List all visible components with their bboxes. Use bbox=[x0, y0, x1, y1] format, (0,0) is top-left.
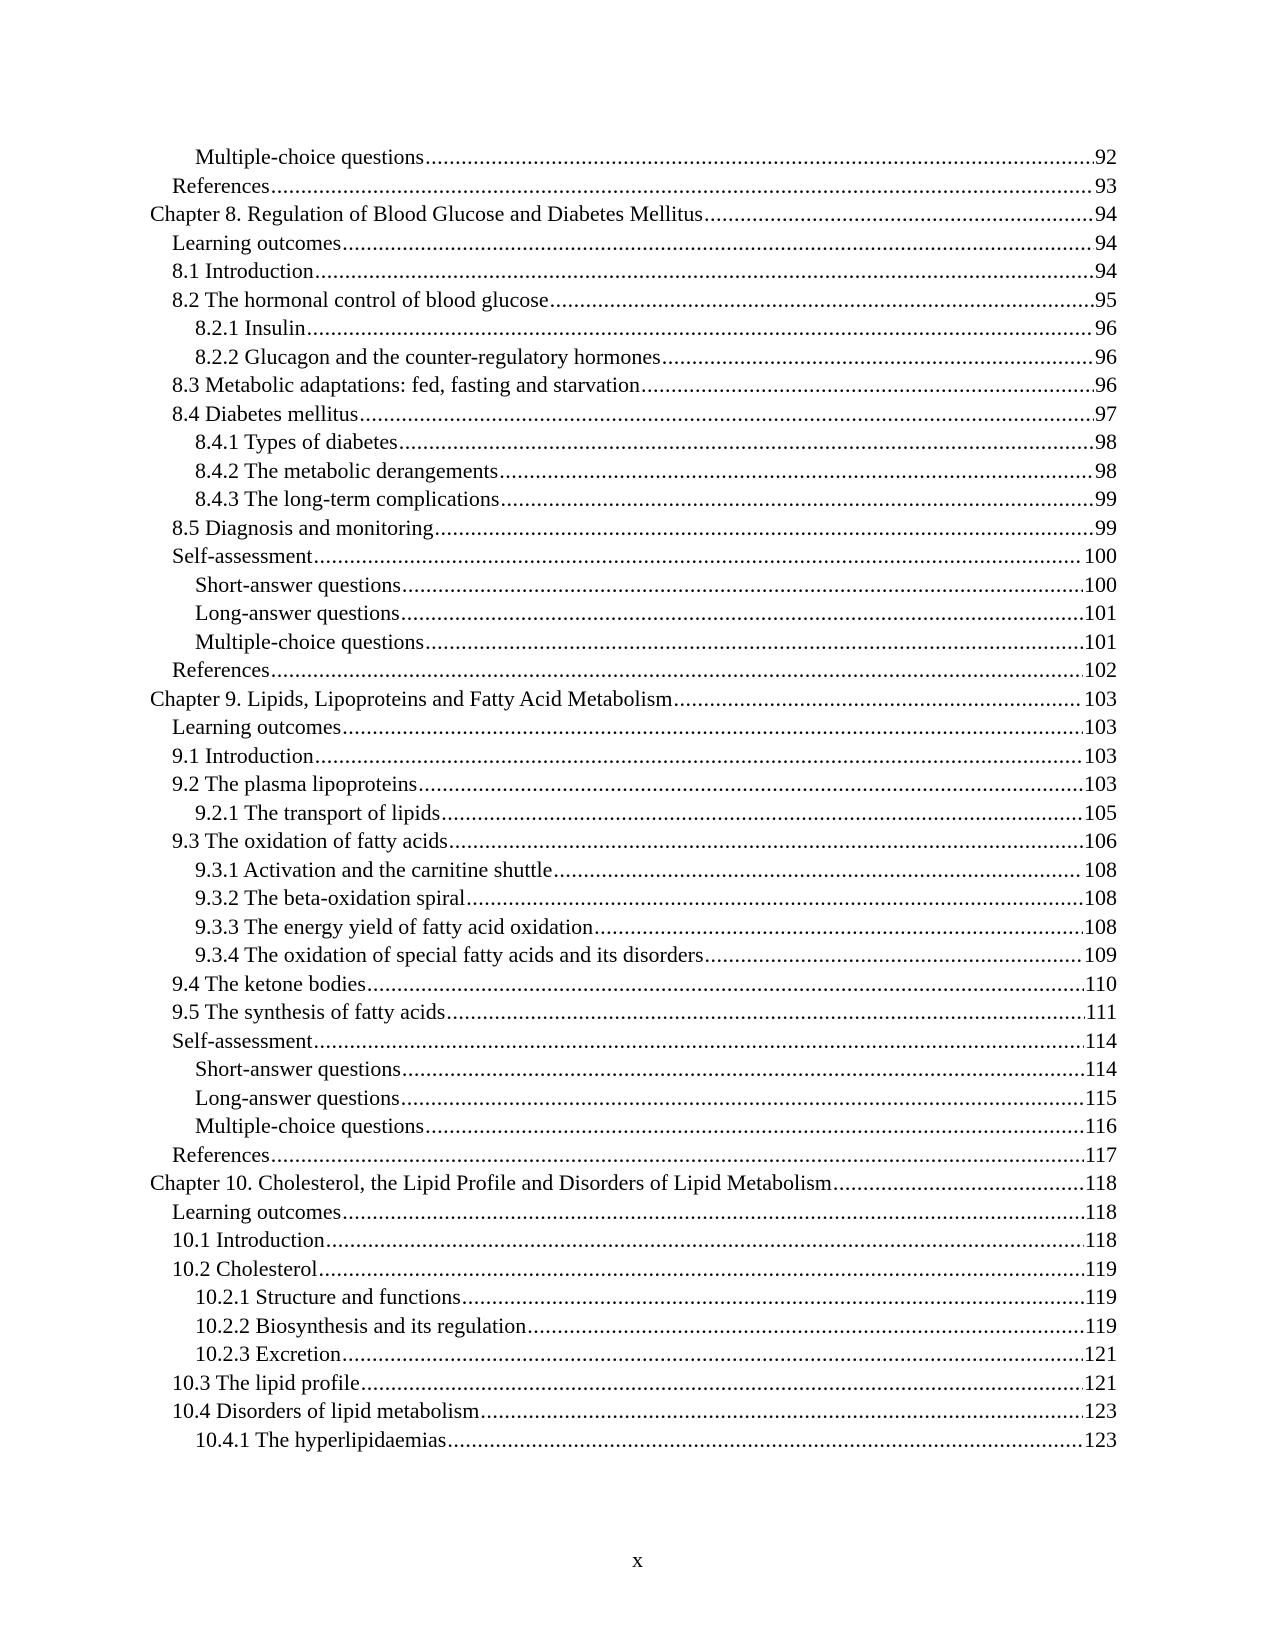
toc-entry-title: 10.2.1 Structure and functions bbox=[195, 1284, 461, 1309]
toc-entry-title: 8.1 Introduction bbox=[172, 258, 314, 283]
toc-entry-page: 94 bbox=[1095, 258, 1117, 283]
toc-entry bbox=[0, 1141, 1275, 1170]
toc-dot-leader bbox=[401, 1084, 1084, 1113]
toc-entry bbox=[0, 1084, 1275, 1113]
toc-entry-title: Chapter 10. Cholesterol, the Lipid Profile and Disorders of Lipid Metabolism bbox=[150, 1170, 832, 1195]
toc-entry bbox=[0, 1369, 1275, 1398]
toc-dot-leader bbox=[446, 998, 1084, 1027]
toc-entry-title: 9.3.4 The oxidation of special fatty acids and its disorders bbox=[195, 942, 704, 967]
toc-dot-leader bbox=[550, 286, 1094, 315]
toc-dot-leader bbox=[402, 1055, 1084, 1084]
toc-entry bbox=[0, 1255, 1275, 1284]
toc-entry-page: 117 bbox=[1084, 1141, 1117, 1167]
toc-entry-page: 118 bbox=[1084, 1170, 1117, 1195]
toc-entry-title: References bbox=[172, 657, 270, 682]
toc-entry-title: 9.2 The plasma lipoproteins bbox=[172, 771, 418, 796]
toc-dot-leader bbox=[527, 1312, 1084, 1341]
toc-entry-page: 109 bbox=[1084, 942, 1117, 967]
toc-entry-page: 123 bbox=[1084, 1426, 1117, 1452]
toc-entry-page: 94 bbox=[1095, 229, 1117, 255]
toc-entry bbox=[0, 1112, 1275, 1141]
toc-entry-page: 98 bbox=[1095, 457, 1117, 483]
toc-entry bbox=[0, 1283, 1275, 1312]
toc-entry-title: 10.2.3 Excretion bbox=[195, 1341, 342, 1366]
page-number: x bbox=[632, 1547, 643, 1572]
toc-entry-title: Short-answer questions bbox=[195, 1056, 401, 1081]
toc-entry-page: 97 bbox=[1095, 400, 1117, 426]
toc-entry-page: 93 bbox=[1095, 172, 1117, 198]
toc-entry-title: 9.3.3 The energy yield of fatty acid oxidation bbox=[195, 913, 594, 939]
toc-entry-title: 9.5 The synthesis of fatty acids bbox=[172, 999, 446, 1024]
toc-dot-leader bbox=[425, 1112, 1084, 1141]
toc-dot-leader bbox=[441, 799, 1083, 828]
toc-dot-leader bbox=[271, 172, 1094, 201]
toc-entry-title: References bbox=[172, 1141, 270, 1167]
toc-entry-page: 119 bbox=[1084, 1312, 1117, 1338]
toc-dot-leader bbox=[359, 400, 1094, 429]
toc-entry-page: 103 bbox=[1084, 685, 1117, 711]
toc-entry-title: Learning outcomes bbox=[172, 1198, 342, 1224]
toc-dot-leader bbox=[466, 884, 1083, 913]
toc-dot-leader bbox=[418, 770, 1083, 799]
toc-dot-leader bbox=[314, 1027, 1084, 1056]
toc-entry-page: 101 bbox=[1084, 600, 1117, 625]
toc-dot-leader bbox=[594, 913, 1083, 942]
toc-dot-leader bbox=[833, 1169, 1084, 1198]
toc-entry bbox=[0, 713, 1275, 742]
toc-dot-leader bbox=[271, 1141, 1084, 1170]
toc-entry-page: 111 bbox=[1085, 999, 1117, 1024]
toc-entry-title: 9.1 Introduction bbox=[172, 742, 314, 768]
toc-entry bbox=[0, 1198, 1275, 1227]
toc-entry-page: 108 bbox=[1084, 856, 1117, 882]
toc-entry-page: 103 bbox=[1084, 714, 1117, 739]
toc-entry bbox=[0, 599, 1275, 628]
toc-entry bbox=[0, 1397, 1275, 1426]
toc-entry bbox=[0, 998, 1275, 1027]
toc-entry-title: 10.2 Cholesterol bbox=[172, 1255, 318, 1281]
toc-entry-title: Multiple-choice questions bbox=[195, 1113, 425, 1138]
toc-dot-leader bbox=[367, 970, 1084, 999]
toc-entry-page: 100 bbox=[1084, 571, 1117, 597]
toc-entry bbox=[0, 172, 1275, 201]
toc-entry-title: References bbox=[172, 172, 270, 198]
toc-entry-title: 8.4.3 The long-term complications bbox=[195, 486, 500, 511]
toc-entry-title: 10.2.2 Biosynthesis and its regulation bbox=[195, 1312, 527, 1338]
toc-entry-page: 96 bbox=[1095, 315, 1117, 340]
toc-entry bbox=[0, 371, 1275, 400]
toc-entry-page: 106 bbox=[1084, 828, 1117, 853]
toc-entry bbox=[0, 770, 1275, 799]
toc-entry bbox=[0, 1426, 1275, 1455]
toc-dot-leader bbox=[342, 229, 1094, 258]
toc-entry-title: 9.3 The oxidation of fatty acids bbox=[172, 828, 448, 853]
toc-entry-page: 108 bbox=[1084, 885, 1117, 910]
toc-entry bbox=[0, 1027, 1275, 1056]
toc-dot-leader bbox=[705, 941, 1083, 970]
toc-entry bbox=[0, 1312, 1275, 1341]
toc-dot-leader bbox=[447, 1426, 1083, 1455]
toc-entry-title: 8.2.1 Insulin bbox=[195, 315, 306, 340]
toc-entry bbox=[0, 286, 1275, 315]
toc-entry-page: 96 bbox=[1095, 343, 1117, 369]
toc-entry bbox=[0, 457, 1275, 486]
toc-entry bbox=[0, 571, 1275, 600]
toc-entry bbox=[0, 485, 1275, 514]
toc-dot-leader bbox=[342, 1340, 1083, 1369]
toc-dot-leader bbox=[342, 713, 1083, 742]
toc-entry-page: 105 bbox=[1084, 799, 1117, 825]
toc-entry-title: 8.2 The hormonal control of blood glucose bbox=[172, 286, 549, 312]
toc-entry bbox=[0, 941, 1275, 970]
toc-entry-page: 95 bbox=[1095, 286, 1117, 312]
toc-entry-page: 116 bbox=[1084, 1113, 1117, 1138]
toc-entry-title: Chapter 9. Lipids, Lipoproteins and Fatty Acid Metabolism bbox=[150, 685, 673, 711]
toc-dot-leader bbox=[499, 457, 1094, 486]
toc-entry-title: 8.2.2 Glucagon and the counter-regulatory hormones bbox=[195, 343, 661, 369]
toc-entry-title: 10.3 The lipid profile bbox=[172, 1369, 360, 1395]
toc-dot-leader bbox=[500, 485, 1094, 514]
toc-dot-leader bbox=[662, 343, 1094, 372]
toc-entry bbox=[0, 1226, 1275, 1255]
toc-entry-page: 96 bbox=[1095, 372, 1117, 397]
toc-entry bbox=[0, 1055, 1275, 1084]
toc-entry-title: 8.4 Diabetes mellitus bbox=[172, 400, 359, 426]
toc-entry-title: 10.1 Introduction bbox=[172, 1227, 325, 1252]
toc-dot-leader bbox=[399, 428, 1094, 457]
toc-entry bbox=[0, 913, 1275, 942]
toc-entry bbox=[0, 1340, 1275, 1369]
toc-entry-page: 101 bbox=[1084, 628, 1117, 654]
toc-entry-title: Long-answer questions bbox=[195, 600, 400, 625]
toc-entry bbox=[0, 827, 1275, 856]
toc-entry-title: 8.4.1 Types of diabetes bbox=[195, 429, 398, 454]
toc-entry-page: 110 bbox=[1084, 970, 1117, 996]
toc-chapter-entry bbox=[0, 200, 1275, 229]
toc-entry-title: Multiple-choice questions bbox=[195, 144, 425, 169]
toc-entry-title: 8.4.2 The metabolic derangements bbox=[195, 457, 499, 483]
toc-entry-title: 10.4 Disorders of lipid metabolism bbox=[172, 1398, 480, 1423]
toc-dot-leader bbox=[641, 371, 1094, 400]
toc-entry bbox=[0, 542, 1275, 571]
toc-entry-title: 9.3.1 Activation and the carnitine shuttle bbox=[195, 856, 553, 882]
toc-entry-page: 118 bbox=[1084, 1198, 1117, 1224]
toc-entry-page: 114 bbox=[1084, 1056, 1117, 1081]
toc-entry-title: 8.3 Metabolic adaptations: fed, fasting and starvation bbox=[172, 372, 640, 397]
toc-entry bbox=[0, 400, 1275, 429]
toc-entry bbox=[0, 856, 1275, 885]
toc-dot-leader bbox=[314, 542, 1083, 571]
toc-entry bbox=[0, 143, 1275, 172]
toc-entry-title: Self-assessment bbox=[172, 543, 313, 568]
toc-entry-title: 10.4.1 The hyperlipidaemias bbox=[195, 1426, 447, 1452]
toc-entry-title: Self-assessment bbox=[172, 1027, 313, 1053]
toc-entry bbox=[0, 428, 1275, 457]
toc-entry-page: 103 bbox=[1084, 771, 1117, 796]
toc-dot-leader bbox=[271, 656, 1083, 685]
toc-dot-leader bbox=[553, 856, 1083, 885]
toc-entry bbox=[0, 799, 1275, 828]
toc-entry-page: 100 bbox=[1084, 543, 1117, 568]
toc-dot-leader bbox=[673, 685, 1083, 714]
toc-entry-title: 9.2.1 The transport of lipids bbox=[195, 799, 441, 825]
toc-dot-leader bbox=[342, 1198, 1084, 1227]
toc-entry-page: 108 bbox=[1084, 913, 1117, 939]
toc-dot-leader bbox=[361, 1369, 1083, 1398]
toc-entry-page: 118 bbox=[1084, 1227, 1117, 1252]
toc-entry-page: 102 bbox=[1084, 657, 1117, 682]
toc-entry-title: Learning outcomes bbox=[172, 714, 342, 739]
toc-entry bbox=[0, 257, 1275, 286]
toc-entry-page: 115 bbox=[1084, 1084, 1117, 1110]
toc-entry-page: 114 bbox=[1084, 1027, 1117, 1053]
toc-dot-leader bbox=[318, 1255, 1083, 1284]
toc-entry bbox=[0, 514, 1275, 543]
toc-entry bbox=[0, 742, 1275, 771]
toc-entry-page: 98 bbox=[1095, 429, 1117, 454]
toc-entry bbox=[0, 343, 1275, 372]
toc-entry-page: 123 bbox=[1084, 1398, 1117, 1423]
table-of-contents bbox=[0, 143, 1275, 1454]
toc-entry-title: Learning outcomes bbox=[172, 229, 342, 255]
toc-entry bbox=[0, 628, 1275, 657]
toc-entry-page: 103 bbox=[1084, 742, 1117, 768]
toc-entry-page: 119 bbox=[1084, 1284, 1117, 1309]
toc-entry-page: 99 bbox=[1095, 486, 1117, 511]
toc-entry-title: 9.3.2 The beta-oxidation spiral bbox=[195, 885, 466, 910]
toc-dot-leader bbox=[449, 827, 1083, 856]
toc-entry bbox=[0, 314, 1275, 343]
toc-dot-leader bbox=[326, 1226, 1084, 1255]
toc-dot-leader bbox=[704, 200, 1094, 229]
toc-entry-page: 99 bbox=[1095, 514, 1117, 540]
toc-dot-leader bbox=[315, 257, 1094, 286]
toc-entry-page: 94 bbox=[1095, 201, 1117, 226]
toc-entry-page: 121 bbox=[1084, 1341, 1117, 1366]
toc-dot-leader bbox=[401, 599, 1083, 628]
toc-dot-leader bbox=[462, 1283, 1084, 1312]
toc-dot-leader bbox=[435, 514, 1094, 543]
toc-entry-page: 119 bbox=[1084, 1255, 1117, 1281]
toc-chapter-entry bbox=[0, 685, 1275, 714]
toc-entry bbox=[0, 970, 1275, 999]
toc-dot-leader bbox=[402, 571, 1083, 600]
toc-chapter-entry bbox=[0, 1169, 1275, 1198]
toc-entry-title: Multiple-choice questions bbox=[195, 628, 425, 654]
toc-dot-leader bbox=[425, 628, 1083, 657]
toc-entry-title: Chapter 8. Regulation of Blood Glucose and Diabetes Mellitus bbox=[150, 201, 703, 226]
toc-entry bbox=[0, 229, 1275, 258]
toc-entry bbox=[0, 656, 1275, 685]
toc-entry-title: Long-answer questions bbox=[195, 1084, 400, 1110]
toc-entry-title: 8.5 Diagnosis and monitoring bbox=[172, 514, 434, 540]
toc-entry-title: 9.4 The ketone bodies bbox=[172, 970, 366, 996]
toc-entry-page: 92 bbox=[1095, 144, 1117, 169]
toc-dot-leader bbox=[307, 314, 1094, 343]
toc-entry bbox=[0, 884, 1275, 913]
toc-entry-title: Short-answer questions bbox=[195, 571, 401, 597]
toc-dot-leader bbox=[425, 143, 1094, 172]
toc-dot-leader bbox=[315, 742, 1083, 771]
toc-entry-page: 121 bbox=[1084, 1369, 1117, 1395]
toc-dot-leader bbox=[480, 1397, 1083, 1426]
